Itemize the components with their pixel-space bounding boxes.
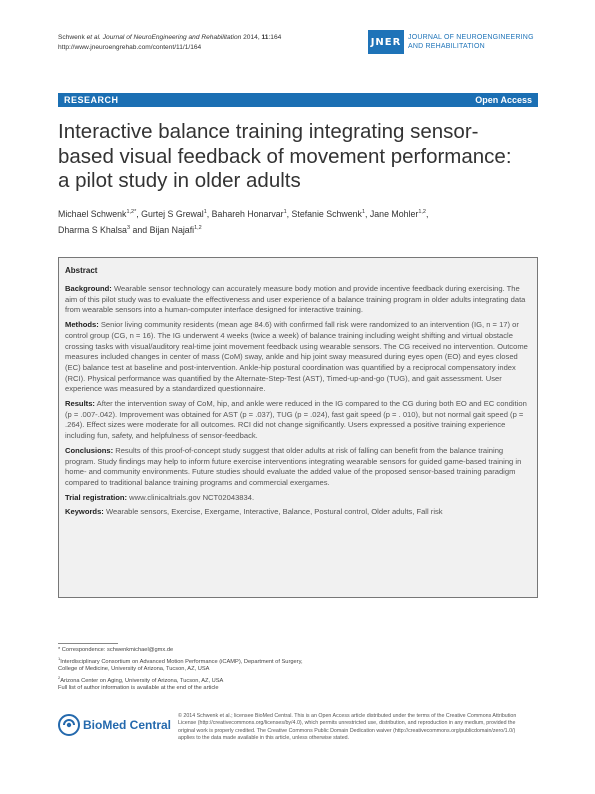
affiliation-mark: 1	[58, 655, 61, 661]
conclusions-label: Conclusions:	[65, 445, 114, 455]
methods-text: Senior living community residents (mean age 84.6) with confirmed fall risk were randomized to an intervention (IG, n = 17) or control group (CG, n = 16). The IG underwent 4 weeks (twice a week) of balance training including weight shifting and virtual obstacle crossing tasks with visual/auditory real-time joint movement feedback using wearable sensors. The CG received no intervention. Outcome measures included changes in center of mass (CoM) sway, ankle and hip joint sway measured during eyes open (EO) and eyes closed (EC) balance test at baseline and post-intervention. Ankle-hip postural coordination was quantified by a reciprocal compensatory index (RCI). Physical performance was quantified by the Alternate-Step-Test (AST), Timed-up-and-go (TUG), and gait assessment. User experience was measured by a standardized questionnaire.	[65, 320, 528, 394]
jner-logo-box: JNER	[368, 30, 404, 54]
background-label: Background:	[65, 284, 112, 293]
author-name: Michael Schwenk	[58, 208, 127, 219]
background-text: Wearable sensor technology can accurately measure body motion and provide incentive feedback during exercising. The aim of this pilot study was to evaluate the effectiveness and user experience of a balance training program in older adults integrating data from wearable sensors into a human-computer interface designed for interactive training.	[65, 284, 526, 315]
journal-logo-text	[408, 33, 534, 51]
correspondence-note: * Correspondence: schwenkmichael@gmx.de	[58, 647, 174, 653]
affiliation-text: Arizona Center on Aging, University of Arizona, Tucson, AZ, USA	[60, 677, 224, 684]
author-name: Bijan Najafi	[149, 224, 195, 235]
article-url[interactable]: http://www.jneuroengrehab.com/content/11/1/164	[58, 43, 202, 51]
citation-article: :164	[268, 34, 282, 41]
author-affiliation-mark: 3	[126, 224, 131, 231]
author-name: Gurtej S Grewal	[141, 208, 204, 219]
trial-registration-text: www.clinicaltrials.gov NCT02043834.	[127, 492, 255, 502]
section-banner	[58, 93, 538, 107]
keywords-label: Keywords:	[65, 507, 104, 517]
citation-volume: 11	[261, 34, 269, 41]
affiliation-text: Interdisciplinary Consortium on Advanced Motion Performance (iCAMP), Department of Surgery, College of Medicine, University of Arizona, Tucson, AZ, USA	[58, 658, 303, 673]
author-affiliation-mark: 1	[283, 209, 287, 215]
citation-year: 2014,	[241, 34, 262, 41]
keywords-text: Wearable sensors, Exercise, Exergame, Interactive, Balance, Postural control, Older adults, Fall risk	[103, 507, 443, 517]
article-citation	[58, 33, 281, 52]
author-name: Jane Mohler	[369, 208, 419, 219]
trial-registration-label: Trial registration:	[65, 492, 128, 502]
affiliation-1	[58, 655, 318, 674]
abstract-results	[65, 399, 531, 442]
author-affiliation-mark: 1,2	[194, 224, 202, 231]
article-title: Interactive balance training integrating sensor-based visual feedback of movement performance: a pilot study in older adults	[58, 120, 512, 192]
author-name: Bahareh Honarvar	[211, 208, 284, 219]
results-label: Results:	[65, 399, 95, 409]
citation-journal: Journal of NeuroEngineering and Rehabilitation	[100, 34, 242, 41]
abstract-heading: Abstract	[65, 266, 98, 275]
methods-label: Methods:	[65, 320, 99, 330]
citation-line	[58, 33, 281, 43]
copyright-notice: © 2014 Schwenk et al.; licensee BioMed Central. This is an Open Access article distributed under the terms of the Creative Commons Attribution License (http://creativecommons.org/licenses/by/4.0), which permits unrestricted use, distribution, and reproduction in any medium, provided the original work is properly credited. The Creative Commons Public Domain Dedication waiver (http://creativecommons.org/publicdomain/zero/1.0/) applies to the data made available in this article, unless otherwise stated.	[178, 713, 517, 742]
journal-logo-line2: AND REHABILITATION	[408, 43, 485, 50]
citation-authors: Schwenk	[58, 34, 85, 41]
author-affiliation-mark: 1,2	[418, 209, 426, 215]
biomed-central-logo	[58, 713, 172, 743]
abstract-background	[65, 284, 531, 316]
author-name: Stefanie Schwenk	[291, 208, 362, 219]
affiliation-2	[58, 674, 318, 685]
author-name: Dharma S Khalsa	[58, 224, 127, 235]
author-info-note: Full list of author information is available at the end of the article	[58, 685, 219, 692]
section-label: RESEARCH	[64, 95, 119, 105]
conclusions-text: Results of this proof-of-concept study suggest that older adults at risk of falling can benefit from the balance training program. Study findings may help to inform future exercise interventions integrating wearable sensors for guided game-based training in home- and community environments. Future studies should evaluate the added value of the proposed sensor-based training paradigm compared to traditional balance training programs and commercial exergames.	[65, 445, 522, 487]
author-list: Michael Schwenk$^{1,2*}$, Gurtej S Grewal$^1$, Bahareh Honarvar$^1$, Stefanie Schwenk$^1$, Jane Mohler$^{1,2}$, Dharma S Khalsa$^3$ and Bijan Najafi$^{1,2}$	[58, 208, 429, 235]
journal-logo	[368, 30, 543, 58]
author-affiliation-mark: 1,2*	[126, 209, 137, 215]
biomed-central-wordmark: BioMed Central	[83, 718, 172, 732]
citation-et-al: et al.	[84, 34, 101, 41]
footnote-divider	[58, 643, 118, 644]
abstract-trial-registration	[65, 493, 531, 504]
biomed-central-circle-icon	[58, 714, 80, 736]
abstract-keywords	[65, 507, 531, 518]
journal-logo-line1: JOURNAL OF NEUROENGINEERING	[408, 34, 534, 41]
abstract-conclusions	[65, 446, 531, 489]
author-affiliation-mark: 1	[361, 209, 365, 215]
affiliation-mark: 2	[58, 674, 61, 680]
results-text: After the intervention sway of CoM, hip, and ankle were reduced in the IG compared to the CG during both EO and EC condition (p = .007-.042). Improvement was obtained for AST (p = .037), TUG (p = .024), fast gait speed (p = . 010), but not normal gait speed (p = .264). Effect sizes were moderate for all outcomes. RCI did not change significantly. Users expressed a positive training experience including fun, safety, and helpfulness of sensor-feedback.	[65, 399, 527, 441]
footnotes	[58, 647, 318, 693]
abstract-methods	[65, 320, 531, 395]
open-access-label: Open Access	[475, 95, 532, 105]
abstract-box	[58, 257, 538, 598]
author-affiliation-mark: 1	[203, 209, 207, 215]
